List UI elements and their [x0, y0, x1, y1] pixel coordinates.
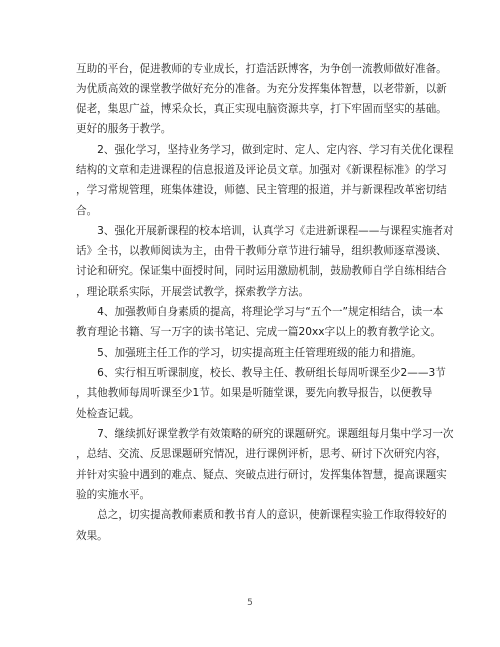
- text-line: 互助的平台，促进教师的专业成长，打造活跃博客，为争创一流教师做好准备。: [76, 63, 447, 75]
- text-line: 讨论和研究。保证集中面授时间，同时运用激励机制，鼓励教师自学自练相结合: [76, 265, 447, 277]
- text-line: 6、实行相互听课制度，校长、教导主任、教研组长每周听课至少2——3节: [76, 367, 446, 379]
- text-line: 4、加强教师自身素质的提高，将理论学习与“五个一”规定相结合，读一本: [76, 306, 444, 318]
- text-line: 为优质高效的课堂教学做好充分的准备。为充分发挥集体智慧，以老带新，以新: [76, 83, 447, 95]
- text-line: ，学习常规管理，班集体建设，师德、民主管理的报道，并与新课程改革密切结: [76, 184, 447, 196]
- text-line: 促老，集思广益，博采众长，真正实现电脑资源共享，打下牢固而坚实的基础。: [76, 103, 447, 115]
- text-line: 更好的服务于教学。: [76, 123, 172, 135]
- text-line: ，其他教师每周听课至少1节。如果是听随堂课，要先向教导报告，以便教导: [76, 387, 433, 399]
- text-line: 5、加强班主任工作的学习，切实提高班主任管理班级的能力和措施。: [76, 347, 422, 359]
- text-line: 2、强化学习，坚持业务学习，做到定时、定人、定内容、学习有关优化课程: [76, 144, 454, 156]
- text-line: 结构的文章和走进课程的信息报道及评论员文章。加强对《新课程标准》的学习: [76, 164, 447, 176]
- text-line: 3、强化开展新课程的校本培训，认真学习《走进新课程——与课程实施者对: [76, 225, 454, 237]
- text-line: 总之，切实提高教师素质和教书育人的意识，使新课程实验工作取得较好的: [76, 509, 447, 521]
- text-line: 并针对实验中遇到的难点、疑点、突破点进行研讨，发挥集体智慧，提高课题实: [76, 469, 447, 481]
- text-line: 效果。: [76, 530, 108, 542]
- text-line: 处检查记载。: [76, 408, 140, 420]
- text-line: 7、继续抓好课堂教学有效策略的研究的课题研究。课题组每月集中学习一次: [76, 428, 454, 440]
- text-line: 合。: [76, 205, 98, 217]
- text-line: 验的实施水平。: [76, 489, 151, 501]
- page-number: 5: [247, 598, 253, 608]
- text-line: ，总结、交流、反思课题研究情况，进行课例评析，思考、研讨下次研究内容，: [76, 448, 447, 460]
- text-line: 教育理论书籍、写一万字的读书笔记、完成一篇20xx字以上的教育教学论文。: [76, 326, 442, 338]
- text-line: ，理论联系实际，开展尝试教学，探索教学方法。: [76, 286, 310, 298]
- text-line: 话》全书，以教师阅读为主，由骨干教师分章节进行辅导，组织教师逐章漫谈、: [76, 245, 447, 257]
